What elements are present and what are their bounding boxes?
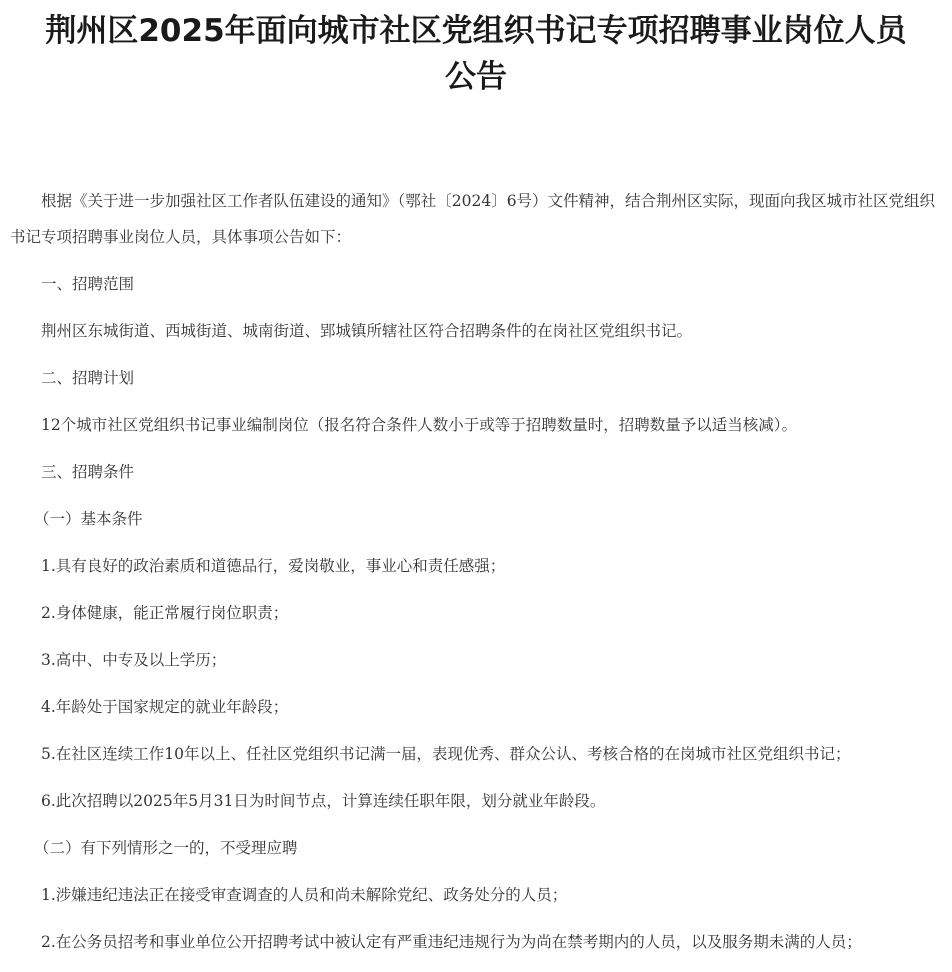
section-heading-scope: 一、招聘范围 xyxy=(41,275,135,293)
condition-item: 6.此次招聘以2025年5月31日为时间节点，计算连续任职年限，划分就业年龄段。 xyxy=(41,792,606,810)
condition-item: 1.具有良好的政治素质和道德品行，爱岗敬业，事业心和责任感强； xyxy=(41,557,506,575)
exclusion-item: 2.在公务员招考和事业单位公开招聘考试中被认定有严重违纪违规行为为尚在禁考期内的人员，以及服务期未满的人员； xyxy=(41,933,862,951)
condition-item: 5.在社区连续工作10年以上、任社区党组织书记满一届，表现优秀、群众公认、考核合格的在岗城市社区党组织书记； xyxy=(41,745,851,763)
plan-paragraph: 12个城市社区党组织书记事业编制岗位（报名符合条件人数小于或等于招聘数量时，招聘数量予以适当核减）。 xyxy=(41,416,797,434)
section-heading-plan: 二、招聘计划 xyxy=(41,369,135,387)
condition-item: 3.高中、中专及以上学历； xyxy=(41,651,227,669)
title-line-1: 荆州区2025年面向城市社区党组织书记专项招聘事业岗位人员 xyxy=(45,13,907,49)
title-line-2: 公告 xyxy=(445,59,507,95)
scope-paragraph: 荆州区东城街道、西城街道、城南街道、郢城镇所辖社区符合招聘条件的在岗社区党组织书记。 xyxy=(41,322,693,340)
condition-item: 4.年龄处于国家规定的就业年龄段； xyxy=(41,698,289,716)
condition-item: 2.身体健康，能正常履行岗位职责； xyxy=(41,604,289,622)
article-body xyxy=(10,183,940,971)
page-title xyxy=(0,0,952,100)
intro-paragraph: 根据《关于进一步加强社区工作者队伍建设的通知》（鄂社〔2024〕6号）文件精神，结合荆州区实际，现面向我区城市社区党组织书记专项招聘事业岗位人员，具体事项公告如下： xyxy=(10,192,936,246)
subheading-basic-conditions: （一）基本条件 xyxy=(34,510,143,528)
exclusion-item: 1.涉嫌违纪违法正在接受审查调查的人员和尚未解除党纪、政务处分的人员； xyxy=(41,886,568,904)
section-heading-conditions: 三、招聘条件 xyxy=(41,463,135,481)
subheading-exclusions: （二）有下列情形之一的，不受理应聘 xyxy=(34,839,298,857)
